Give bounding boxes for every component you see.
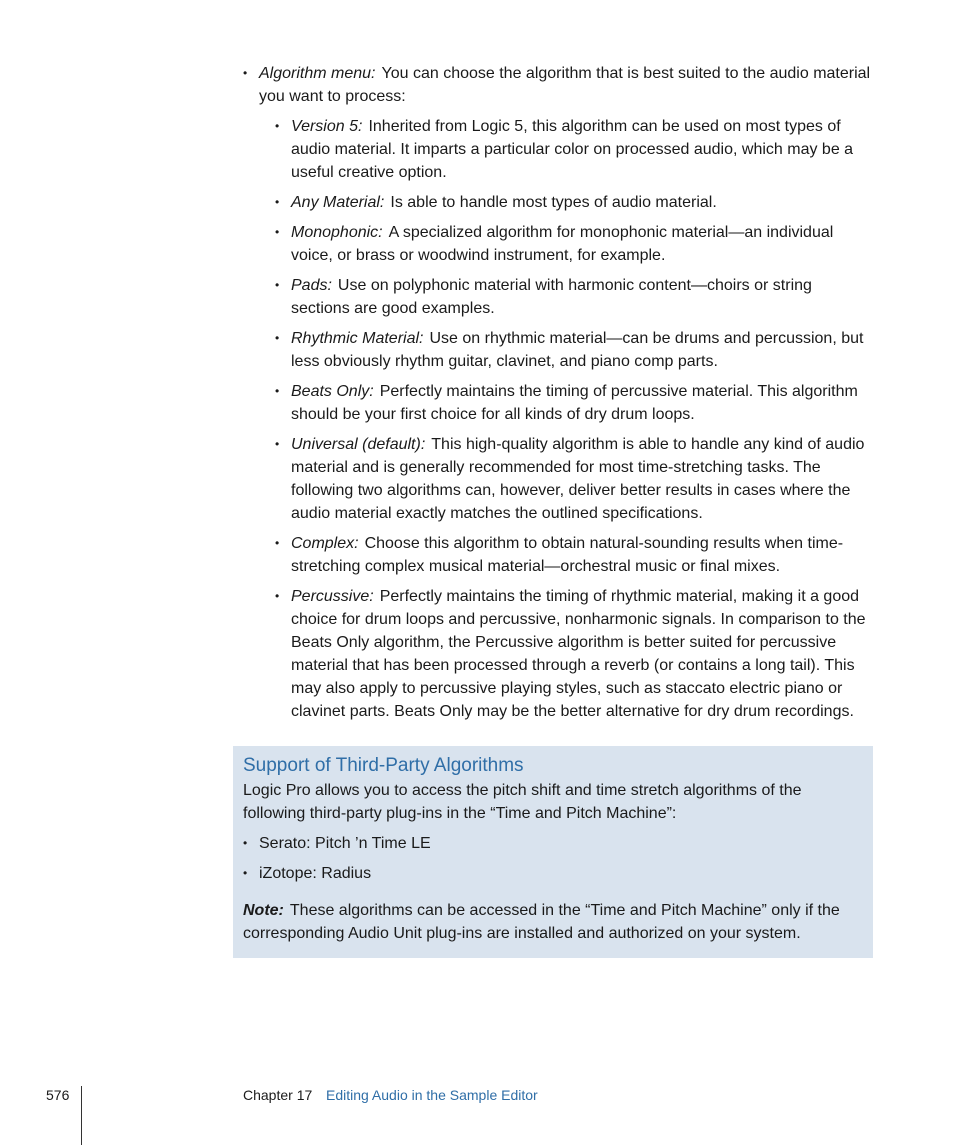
chapter-title: Editing Audio in the Sample Editor [326, 1087, 538, 1103]
list-item: • iZotope: Radius [243, 862, 863, 885]
item-term: Complex: [291, 535, 359, 552]
algorithm-list [243, 62, 875, 723]
item-term: Percussive: [291, 588, 374, 605]
item-text: A specialized algorithm for monophonic material—an individual voice, or brass or woodwind instrument, for example. [291, 224, 834, 264]
list-item [275, 585, 875, 723]
third-party-callout [233, 746, 873, 958]
intro-paragraph: Logic Pro allows you to access the pitch shift and time stretch algorithms of the following third-party plug-ins in the “Time and Pitch Machine”: [243, 782, 802, 822]
list-item [275, 115, 875, 184]
item-text: Perfectly maintains the timing of percussive material. This algorithm should be your first choice for all kinds of dry drum loops. [291, 383, 858, 423]
item-term: Pads: [291, 277, 332, 294]
note-paragraph [243, 899, 863, 945]
section-heading: Support of Third-Party Algorithms [243, 755, 524, 776]
note-text: These algorithms can be accessed in the “Time and Pitch Machine” only if the corresponding Audio Unit plug-ins are installed and authorized on your system. [243, 902, 840, 942]
main-content [243, 62, 875, 730]
algorithm-menu-item [243, 62, 875, 723]
plugin-list [243, 832, 863, 885]
item-text: Choose this algorithm to obtain natural-sounding results when time-stretching complex musical material—orchestral music or final mixes. [291, 535, 844, 575]
item-term: Beats Only: [291, 383, 374, 400]
algorithm-menu-text: You can choose the algorithm that is best suited to the audio material you want to process: [259, 65, 871, 105]
item-term: Version 5: [291, 118, 363, 135]
list-item [275, 327, 875, 373]
list-item [275, 532, 875, 578]
item-text: Is able to handle most types of audio material. [390, 194, 717, 211]
chapter-label: Chapter 17 [243, 1087, 313, 1103]
algorithm-sublist [275, 115, 875, 723]
list-item [275, 274, 875, 320]
item-text: This high-quality algorithm is able to handle any kind of audio material and is generally recommended for most time-stretching tasks. The following two algorithms can, however, deliver better results in cases where the audio material exactly matches the outlined specifications. [291, 436, 865, 522]
footer-divider [81, 1086, 82, 1145]
item-term: Universal (default): [291, 436, 426, 453]
item-term: Rhythmic Material: [291, 330, 424, 347]
item-text: Use on rhythmic material—can be drums and percussion, but less obviously rhythm guitar, clavinet, and piano comp parts. [291, 330, 864, 370]
list-item [275, 221, 875, 267]
list-item [275, 380, 875, 426]
list-item [275, 191, 875, 214]
item-text: Inherited from Logic 5, this algorithm can be used on most types of audio material. It imparts a particular color on processed audio, which may be a useful creative option. [291, 118, 854, 181]
item-term: Monophonic: [291, 224, 383, 241]
item-text: Perfectly maintains the timing of rhythmic material, making it a good choice for drum loops and percussive, nonharmonic signals. In comparison to the Beats Only algorithm, the Percussive algorithm is better suited for percussive material that has been processed through a reverb (or contains a long tail). This may also apply to percussive playing styles, such as staccato electric piano or clavinet parts. Beats Only may be the better alternative for dry drum recordings. [291, 588, 866, 720]
page-number: 576 [46, 1087, 70, 1103]
item-term: Any Material: [291, 194, 385, 211]
algorithm-menu-term: Algorithm menu: [259, 65, 376, 82]
list-item: • Serato: Pitch ’n Time LE [243, 832, 863, 855]
item-text: Use on polyphonic material with harmonic content—choirs or string sections are good examples. [291, 277, 812, 317]
list-item [275, 433, 875, 525]
note-label: Note: [243, 902, 284, 919]
